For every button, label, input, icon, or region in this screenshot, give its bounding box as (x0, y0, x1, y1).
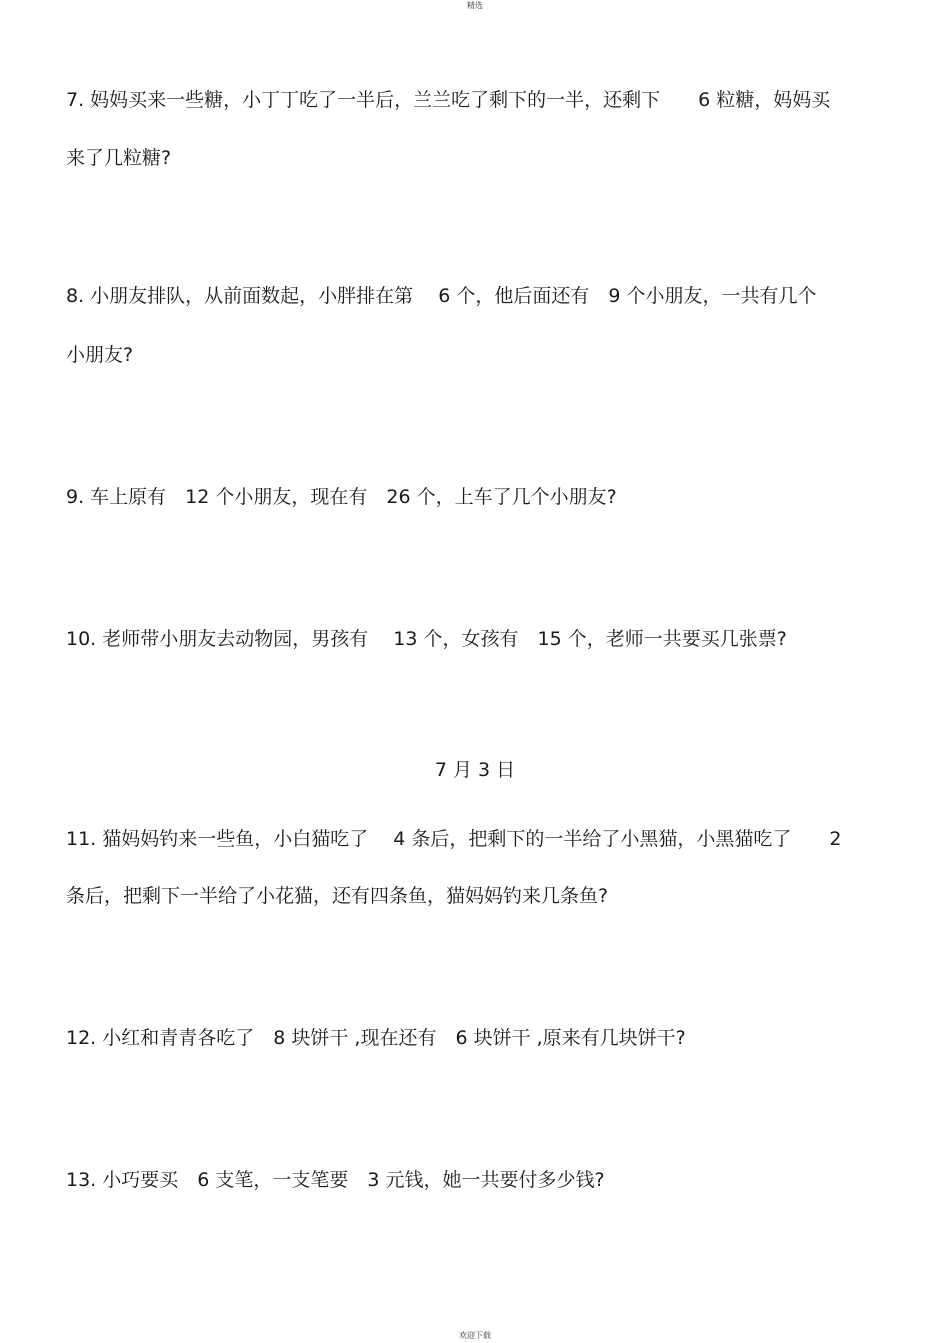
problem-8-line-2: 小朋友? (66, 344, 134, 366)
problem-7-line-1: 7. 妈妈买来一些糖，小丁丁吃了一半后，兰兰吃了剩下的一半，还剩下 6 粒糖，妈妈买 (66, 89, 831, 111)
problem-12-line-1: 12. 小红和青青各吃了 8 块饼干 ,现在还有 6 块饼干 ,原来有几块饼干? (66, 1027, 686, 1049)
date-heading: 7 月 3 日 (434, 759, 516, 781)
problem-8-line-1: 8. 小朋友排队，从前面数起，小胖排在第 6 个，他后面还有 9 个小朋友，一共有几个 (66, 285, 817, 307)
problem-7-line-2: 来了几粒糖? (66, 147, 172, 169)
problem-11-line-1: 11. 猫妈妈钓来一些鱼，小白猫吃了 4 条后，把剩下的一半给了小黑猫，小黑猫吃了 2 (66, 828, 842, 850)
page-footer: 欢迎下载 (459, 1331, 491, 1340)
problem-9-line-1: 9. 车上原有 12 个小朋友，现在有 26 个，上车了几个小朋友? (66, 486, 617, 508)
page-header: 精选 (467, 1, 483, 10)
problem-13-line-1: 13. 小巧要买 6 支笔，一支笔要 3 元钱，她一共要付多少钱? (66, 1169, 605, 1191)
problem-11-line-2: 条后，把剩下一半给了小花猫，还有四条鱼，猫妈妈钓来几条鱼? (66, 885, 609, 907)
problem-10-line-1: 10. 老师带小朋友去动物园，男孩有 13 个，女孩有 15 个，老师一共要买几张票? (66, 628, 787, 650)
